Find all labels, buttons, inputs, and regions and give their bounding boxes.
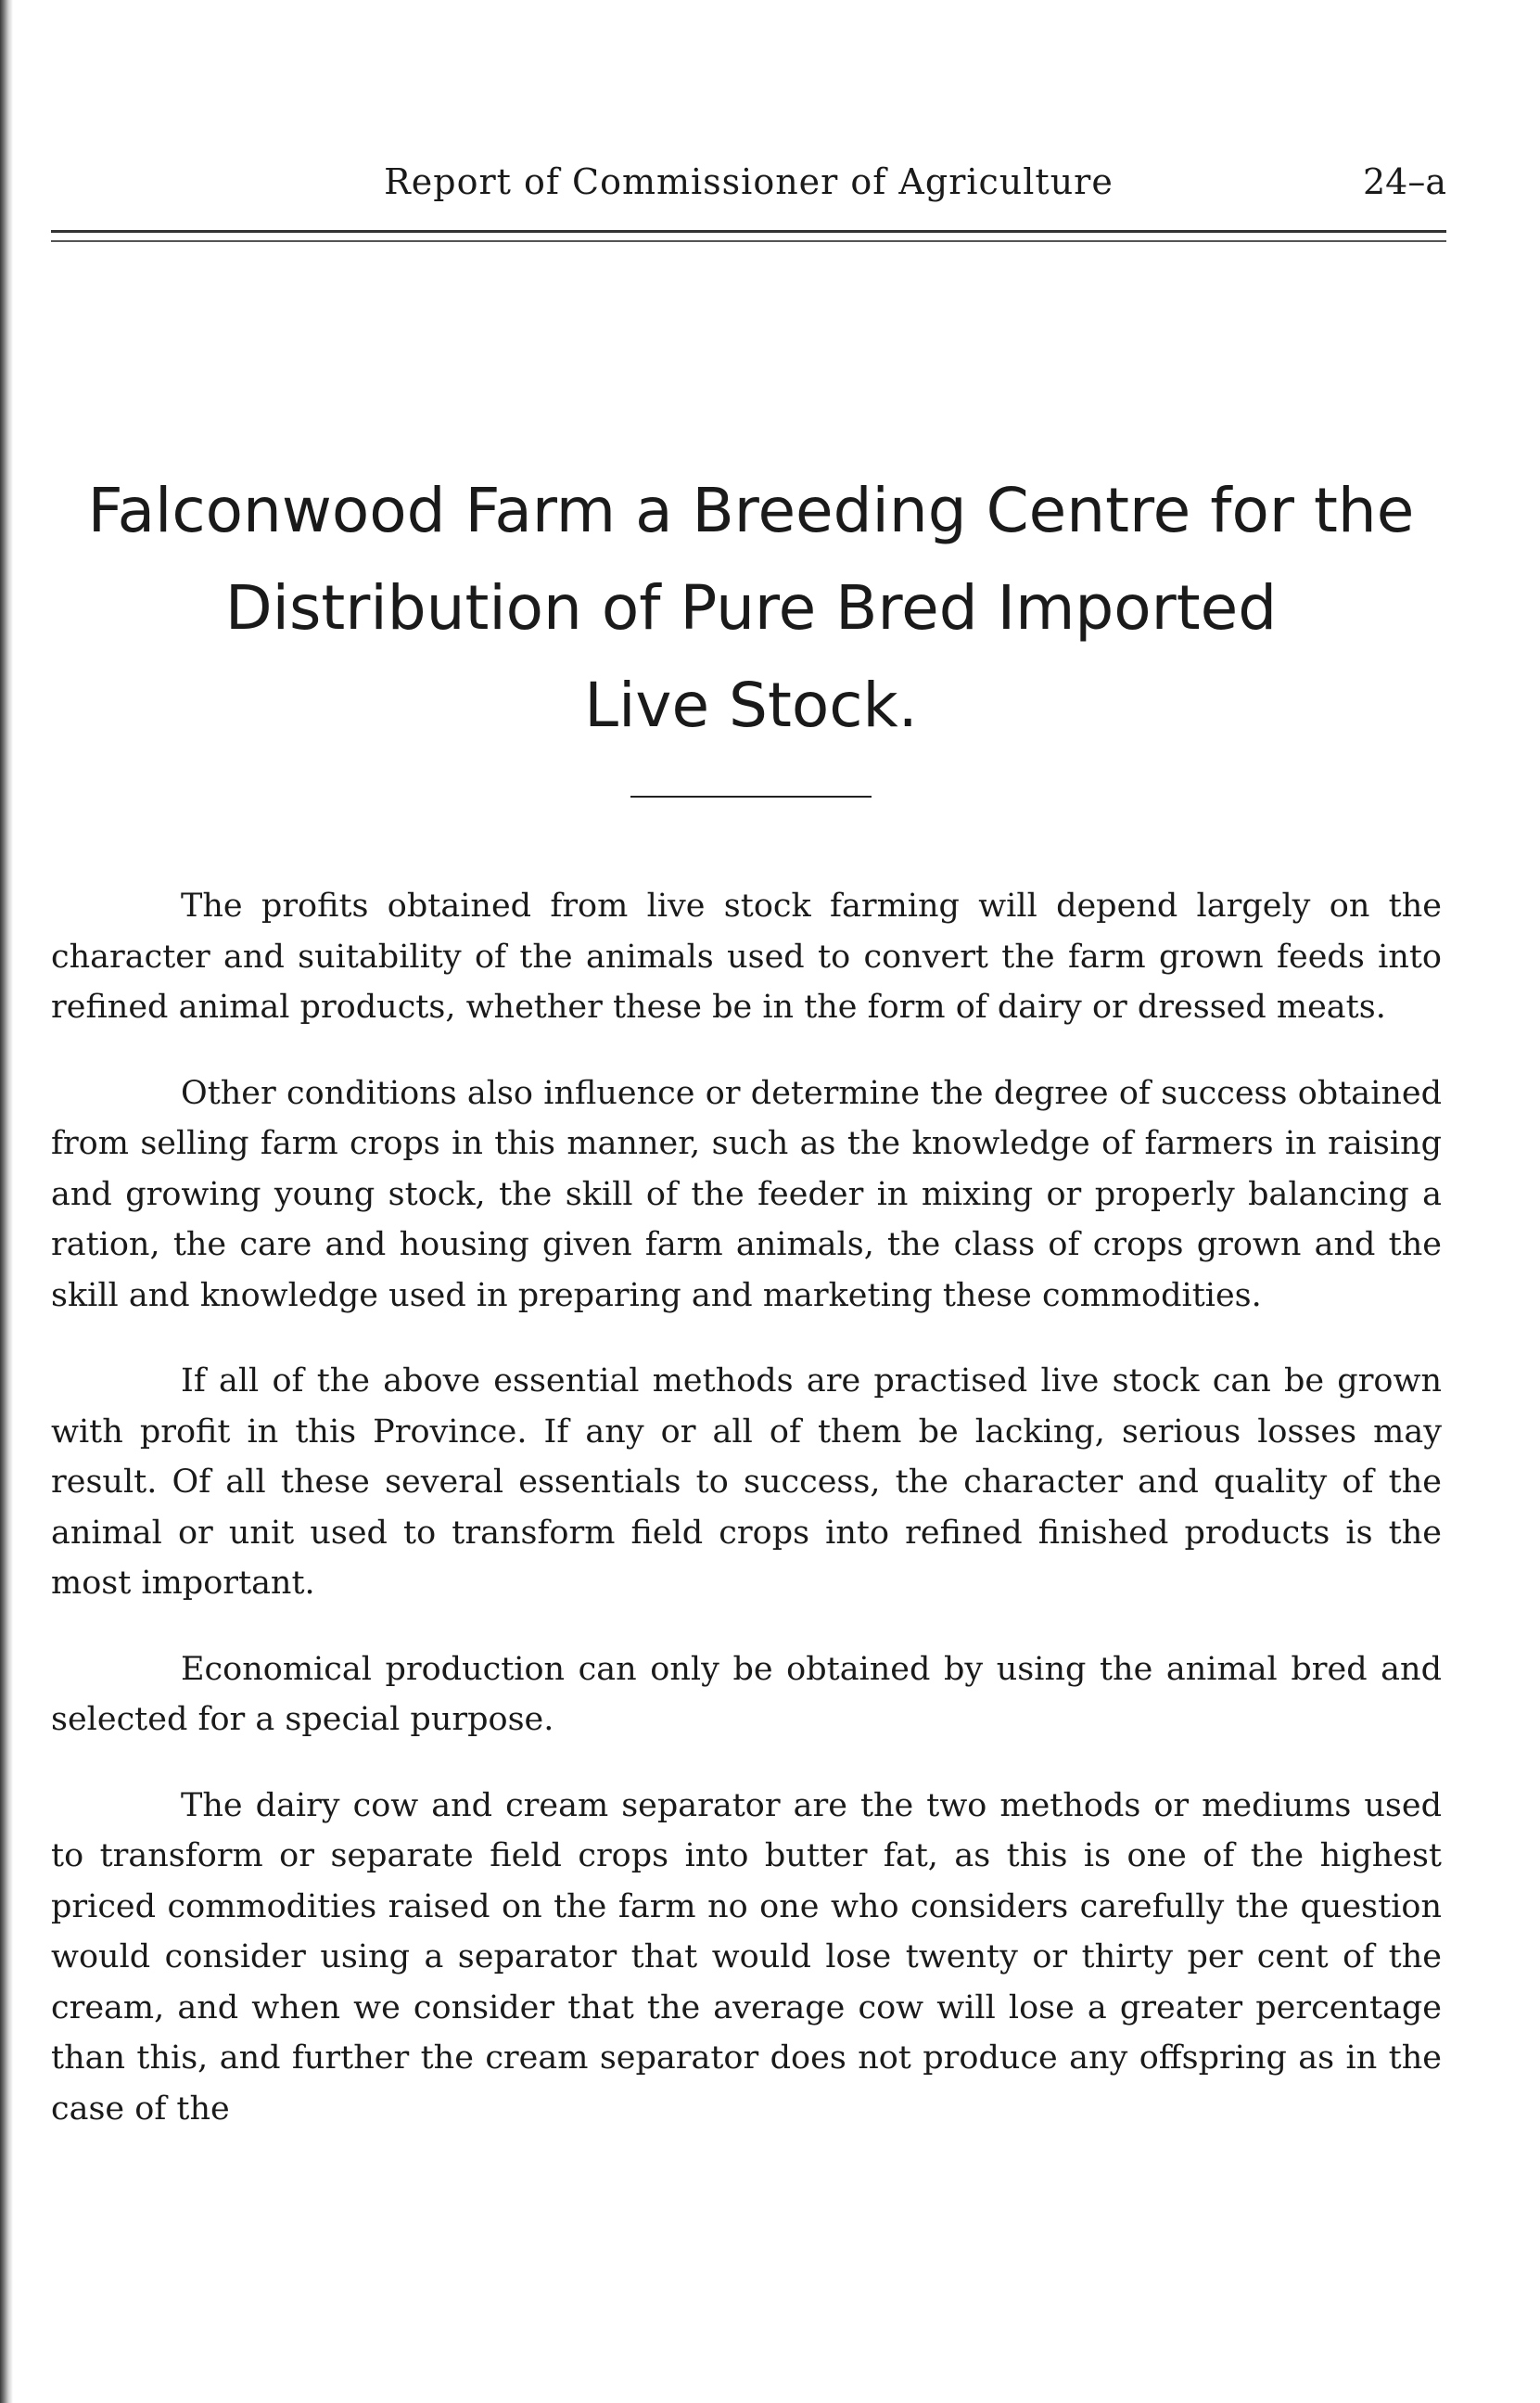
body-paragraph: The profits obtained from live stock farming will depend largely on the character and suitability of the animals used to convert the farm grown feeds into refined animal products, whether these be in the form of dairy or dressed meats. [51, 888, 1442, 1026]
article-title-line: Distribution of Pure Bred Imported [224, 572, 1278, 644]
body-paragraph: If all of the above essential methods are practised live stock can be grown with profit in this Province. If any or all of them be lacking, serious losses may result. Of all these several essentials to success, the character and quality of the animal or unit used to transform field crops into refined finished products is the most important. [51, 1362, 1442, 1602]
title-divider [630, 796, 872, 798]
running-header-title: Report of Commissioner of Agriculture [384, 161, 1114, 202]
article-title-line: Falconwood Farm a Breeding Centre for the [87, 475, 1415, 546]
body-paragraph: Economical production can only be obtained by using the animal bred and selected for a special purpose. [51, 1650, 1442, 1738]
page-number: 24–a [1362, 161, 1446, 202]
body-paragraph: The dairy cow and cream separator are the two methods or mediums used to transform or separate field crops into butter fat, as this is one of the highest priced commodities raised on the farm no one who considers carefully the question would consider using a separator that would lose twenty or thirty per cent of the cream, and when we consider that the average cow will lose a greater percentage than this, and further the cream separator does not produce any offspring as in the case of the [51, 1786, 1442, 2128]
running-header [51, 156, 1446, 211]
article-body [51, 881, 1442, 2169]
header-double-rule [51, 230, 1446, 242]
article-title [28, 462, 1474, 754]
article-title-line: Live Stock. [584, 670, 918, 741]
body-paragraph: Other conditions also influence or determine the degree of success obtained from selling farm crops in this manner, such as the knowledge of farmers in raising and growing young stock, the skill of the feeder in mixing or properly balancing a ration, the care and housing given farm animals, the class of crops grown and the skill and knowledge used in preparing and marketing these commodities. [51, 1074, 1442, 1314]
page-binding-edge [0, 0, 13, 2403]
